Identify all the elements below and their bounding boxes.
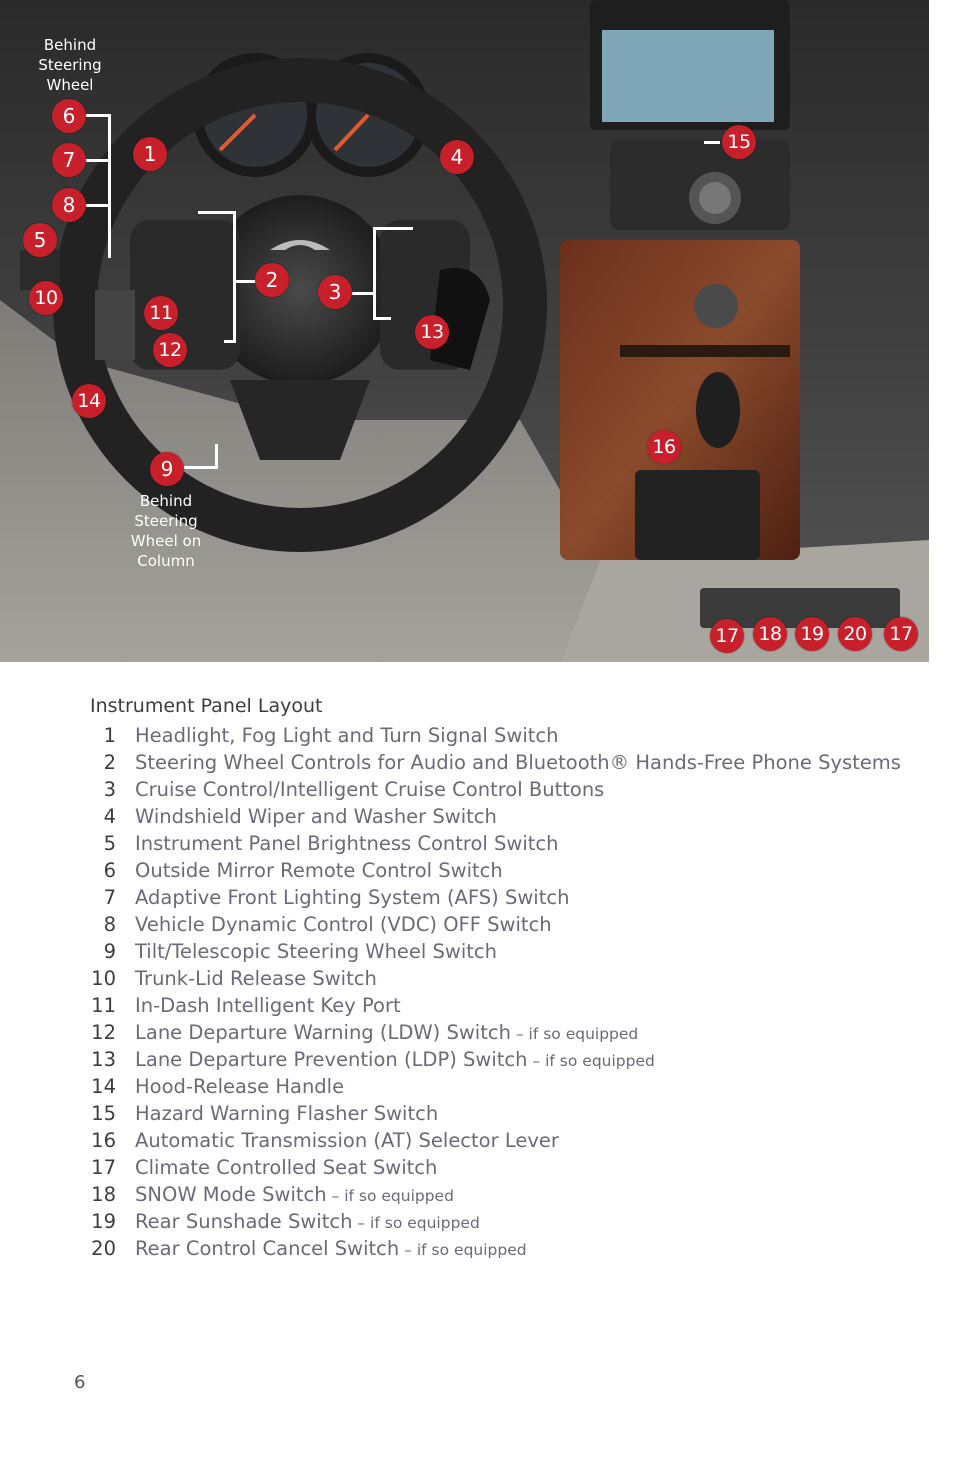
legend-item bbox=[90, 938, 901, 965]
legend-item-label: Instrument Panel Brightness Control Switch bbox=[135, 832, 559, 855]
callout-8: 8 bbox=[52, 188, 86, 222]
callout-4: 4 bbox=[440, 140, 474, 174]
legend-item-label: Lane Departure Prevention (LDP) Switch bbox=[135, 1048, 528, 1071]
bracket-line bbox=[236, 280, 256, 283]
legend-item-number: 11 bbox=[91, 994, 116, 1017]
callout-12: 12 bbox=[153, 333, 187, 367]
legend-item-number: 20 bbox=[91, 1237, 116, 1260]
callout-17-left: 17 bbox=[710, 619, 744, 653]
callout-14: 14 bbox=[72, 384, 106, 418]
legend-list bbox=[90, 722, 901, 1262]
legend-item bbox=[90, 749, 901, 776]
legend-item-number: 9 bbox=[103, 940, 116, 963]
legend-item-number: 7 bbox=[103, 886, 116, 909]
caption-line: Steering bbox=[134, 512, 198, 530]
legend-item bbox=[90, 722, 901, 749]
legend-item-number: 19 bbox=[91, 1210, 116, 1233]
caption-line: Behind bbox=[139, 492, 193, 510]
page-number: 6 bbox=[74, 1372, 86, 1393]
legend-item-number: 1 bbox=[103, 724, 116, 747]
legend-item-label: Trunk-Lid Release Switch bbox=[135, 967, 377, 990]
bracket-line bbox=[198, 211, 235, 214]
legend-item-note: – if so equipped bbox=[326, 1187, 454, 1205]
legend-item-number: 13 bbox=[91, 1048, 116, 1071]
legend-item bbox=[90, 1127, 901, 1154]
instrument-panel-legend bbox=[90, 694, 901, 1262]
legend-item bbox=[90, 830, 901, 857]
legend-item-label: Hazard Warning Flasher Switch bbox=[135, 1102, 439, 1125]
callout-18: 18 bbox=[753, 617, 787, 651]
callout-3: 3 bbox=[318, 275, 352, 309]
legend-item bbox=[90, 1208, 901, 1235]
legend-item-label: Climate Controlled Seat Switch bbox=[135, 1156, 438, 1179]
legend-item-label: Tilt/Telescopic Steering Wheel Switch bbox=[135, 940, 498, 963]
callout-9: 9 bbox=[150, 452, 184, 486]
instrument-panel-photo bbox=[0, 0, 929, 662]
caption-line: Wheel bbox=[46, 76, 94, 94]
bracket-line bbox=[215, 444, 218, 469]
caption-line: Wheel on bbox=[130, 532, 202, 550]
legend-item bbox=[90, 1100, 901, 1127]
legend-item-number: 2 bbox=[103, 751, 116, 774]
legend-item-number: 6 bbox=[103, 859, 116, 882]
bracket-line bbox=[86, 114, 110, 117]
legend-item-number: 12 bbox=[91, 1021, 116, 1044]
legend-item bbox=[90, 1181, 901, 1208]
callout-1: 1 bbox=[133, 137, 167, 171]
legend-item bbox=[90, 884, 901, 911]
callout-11: 11 bbox=[144, 296, 178, 330]
caption-line: Behind bbox=[43, 36, 97, 54]
callout-2: 2 bbox=[255, 263, 289, 297]
legend-item bbox=[90, 857, 901, 884]
callout-16: 16 bbox=[647, 430, 681, 464]
legend-item-label: Lane Departure Warning (LDW) Switch bbox=[135, 1021, 511, 1044]
caption-line: Steering bbox=[38, 56, 102, 74]
callout-6: 6 bbox=[52, 99, 86, 133]
legend-item-number: 10 bbox=[91, 967, 116, 990]
bracket-line bbox=[373, 317, 391, 320]
legend-item-number: 16 bbox=[91, 1129, 116, 1152]
legend-item-number: 3 bbox=[103, 778, 116, 801]
legend-item-label: Steering Wheel Controls for Audio and Bluetooth® Hands-Free Phone Systems bbox=[135, 751, 901, 774]
legend-item-label: In-Dash Intelligent Key Port bbox=[135, 994, 401, 1017]
legend-item-label: Automatic Transmission (AT) Selector Lever bbox=[135, 1129, 559, 1152]
legend-item-note: – if so equipped bbox=[527, 1052, 655, 1070]
legend-item-label: Outside Mirror Remote Control Switch bbox=[135, 859, 503, 882]
callout-19: 19 bbox=[795, 617, 829, 651]
callout-13: 13 bbox=[415, 315, 449, 349]
legend-title: Instrument Panel Layout bbox=[90, 695, 323, 717]
legend-item-number: 14 bbox=[91, 1075, 116, 1098]
legend-item bbox=[90, 1235, 901, 1262]
legend-item-number: 4 bbox=[103, 805, 116, 828]
bracket-line bbox=[704, 141, 720, 144]
legend-item-label: Vehicle Dynamic Control (VDC) OFF Switch bbox=[135, 913, 552, 936]
legend-item-number: 17 bbox=[91, 1156, 116, 1179]
legend-item bbox=[90, 1046, 901, 1073]
bracket-line bbox=[86, 159, 110, 162]
callout-10: 10 bbox=[29, 281, 63, 315]
legend-item bbox=[90, 1073, 901, 1100]
callout-17-right: 17 bbox=[884, 617, 918, 651]
legend-item bbox=[90, 992, 901, 1019]
legend-item-number: 18 bbox=[91, 1183, 116, 1206]
legend-item-number: 15 bbox=[91, 1102, 116, 1125]
bracket-line bbox=[108, 114, 111, 258]
bracket-line bbox=[352, 292, 374, 295]
caption-line: Column bbox=[137, 552, 195, 570]
bracket-line bbox=[373, 227, 376, 320]
legend-item bbox=[90, 1019, 901, 1046]
callout-15: 15 bbox=[722, 125, 756, 159]
legend-item-label: Windshield Wiper and Washer Switch bbox=[135, 805, 497, 828]
legend-item-label: Headlight, Fog Light and Turn Signal Switch bbox=[135, 724, 559, 747]
legend-item bbox=[90, 1154, 901, 1181]
legend-item-note: – if so equipped bbox=[399, 1241, 527, 1259]
legend-item-label: Rear Control Cancel Switch bbox=[135, 1237, 400, 1260]
legend-item-label: Cruise Control/Intelligent Cruise Control Buttons bbox=[135, 778, 605, 801]
bracket-line bbox=[373, 227, 413, 230]
callout-5: 5 bbox=[23, 223, 57, 257]
legend-item-label: Adaptive Front Lighting System (AFS) Switch bbox=[135, 886, 570, 909]
bracket-line bbox=[184, 466, 217, 469]
legend-item-note: – if so equipped bbox=[352, 1214, 480, 1232]
legend-item-number: 8 bbox=[103, 913, 116, 936]
caption-behind-steering-wheel-on-column bbox=[121, 491, 211, 571]
legend-item-label: Hood-Release Handle bbox=[135, 1075, 345, 1098]
bracket-line bbox=[86, 204, 110, 207]
bracket-line bbox=[224, 340, 236, 343]
legend-item bbox=[90, 776, 901, 803]
legend-item-label: SNOW Mode Switch bbox=[135, 1183, 327, 1206]
caption-behind-steering-wheel bbox=[30, 35, 110, 95]
legend-item bbox=[90, 803, 901, 830]
legend-item bbox=[90, 965, 901, 992]
bracket-line bbox=[233, 211, 236, 342]
callout-20: 20 bbox=[838, 617, 872, 651]
legend-item-number: 5 bbox=[103, 832, 116, 855]
legend-item-note: – if so equipped bbox=[510, 1025, 639, 1043]
legend-item-label: Rear Sunshade Switch bbox=[135, 1210, 353, 1233]
legend-item bbox=[90, 911, 901, 938]
callout-7: 7 bbox=[52, 143, 86, 177]
